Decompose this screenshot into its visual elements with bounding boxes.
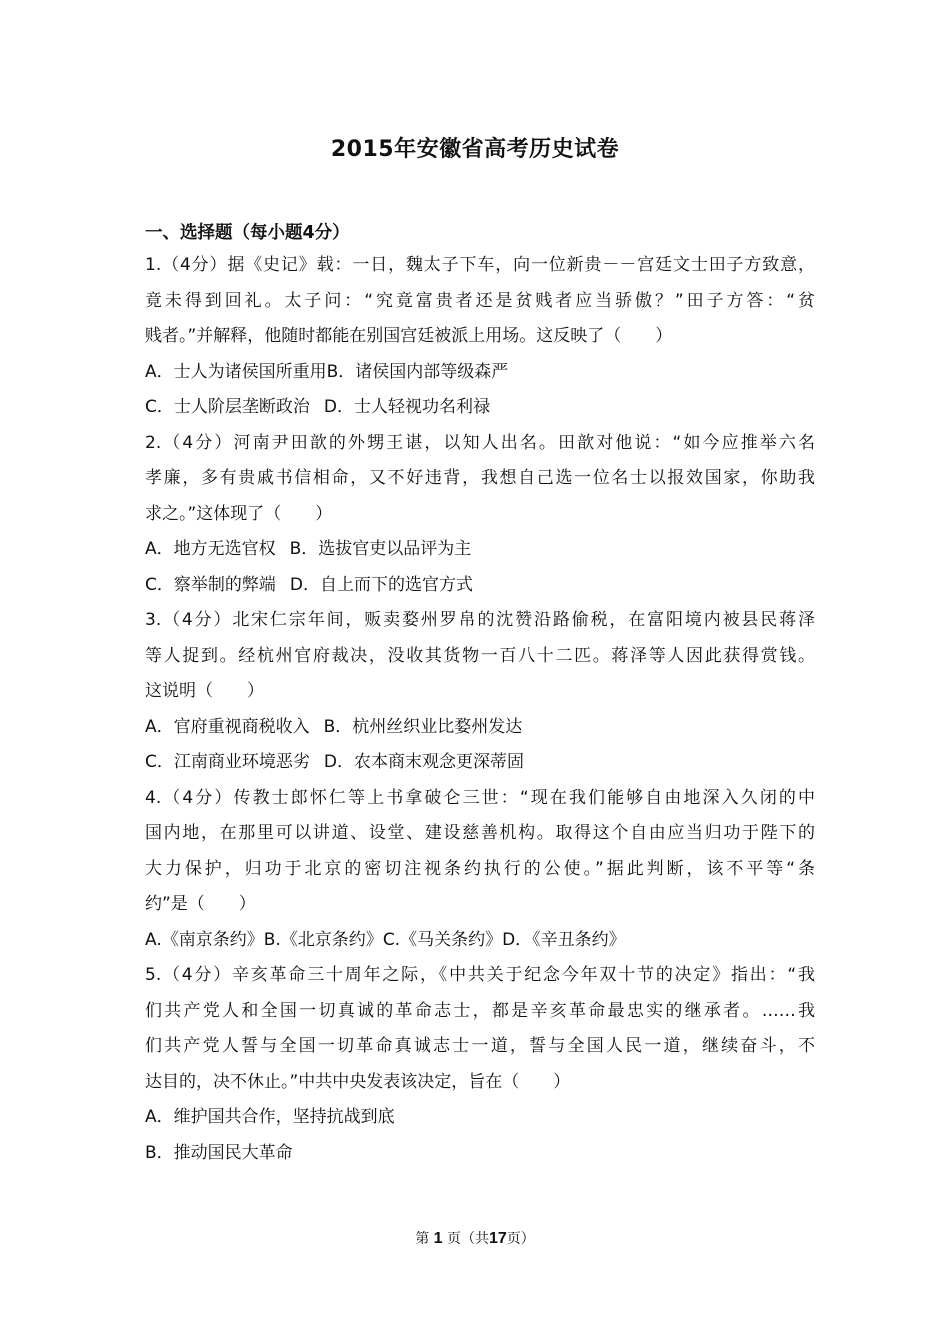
q2-options-row-2 <box>145 568 815 604</box>
q5-stem-line: 达目的，决不休止。”中共中央发表该决定，旨在（ ） <box>145 1071 571 1092</box>
q2-options-row-1 <box>145 532 815 568</box>
footer-prefix: 第 <box>415 1231 430 1247</box>
q1-option-b: B．诸侯国内部等级森严 <box>326 361 509 382</box>
q1-option-c: C．士人阶层垄断政治 <box>145 397 310 417</box>
q1-stem-line: 贱者。”并解释，他随时都能在别国宫廷被派上用场。这反映了（ ） <box>145 326 673 346</box>
q1-option-d: D．士人轻视功名利禄 <box>323 397 490 417</box>
q2-option-a: A．地方无选官权 <box>145 539 276 559</box>
total-pages-number: 17 <box>489 1230 507 1247</box>
q1-option-a: A．士人为诸侯国所重用 <box>145 361 327 382</box>
page-footer <box>0 1228 950 1248</box>
current-page-number: 1 <box>433 1230 443 1247</box>
q4-option-c: C.《马关条约》 <box>382 929 503 950</box>
q3-option-a: A．官府重视商税收入 <box>145 716 310 737</box>
q5-stem-line: 们共产党人誓与全国一切革命真诚志士一道，誓与全国人民一道，继续奋斗，不 <box>145 1036 815 1056</box>
footer-suffix: 页） <box>506 1231 535 1247</box>
q4-stem-line: 国内地，在那里可以讲道、设堂、建设慈善机构。取得这个自由应当归功于陛下的 <box>145 823 815 843</box>
page-title: 2015年安徽省高考历史试卷 <box>330 137 620 162</box>
q1-options-row-2 <box>145 390 815 426</box>
section-heading: 一、选择题（每小题4分） <box>145 223 350 243</box>
q4-options-row <box>145 923 815 959</box>
q2-option-b: B．选拔官吏以品评为主 <box>289 539 472 559</box>
q2-stem-line: 2.（4分）河南尹田歆的外甥王谌，以知人出名。田歆对他说：“如今应推举六名 <box>145 432 815 453</box>
q2-option-d: D．自上而下的选官方式 <box>289 574 473 595</box>
q1-options-row-1 <box>145 355 815 391</box>
q4-option-d: D．《辛丑条约》 <box>502 929 626 950</box>
q5-stem-line: 5.（4分）辛亥革命三十周年之际，《中共关于纪念今年双十节的决定》指出：“我 <box>145 965 815 985</box>
q3-options-row-1 <box>145 710 815 746</box>
q5-option-b: B．推动国民大革命 <box>145 1142 293 1163</box>
q4-stem-line: 4.（4分）传教士郎怀仁等上书拿破仑三世：“现在我们能够自由地深入久闭的中 <box>145 787 815 808</box>
q4-stem-line: 大力保护，归功于北京的密切注视条约执行的公使。”据此判断，该不平等“条 <box>145 858 815 879</box>
q3-stem-line: 3.（4分）北宋仁宗年间，贩卖婺州罗帛的沈赞沿路偷税，在富阳境内被县民蒋泽 <box>145 610 815 630</box>
q1-stem-line: 1.（4分）据《史记》载：一日，魏太子下车，向一位新贵－－宫廷文士田子方致意， <box>145 255 815 275</box>
q2-stem-line: 求之。”这体现了（ ） <box>145 503 333 524</box>
q4-option-a: A.《南京条约》 <box>145 929 264 950</box>
q3-stem-line: 等人捉到。经杭州官府裁决，没收其货物一百八十二匹。蒋泽等人因此获得赏钱。 <box>145 645 815 666</box>
q1-stem-line: 竟未得到回礼。太子问：“究竟富贵者还是贫贱者应当骄傲？”田子方答：“贫 <box>145 290 815 311</box>
q4-option-b: B.《北京条约》 <box>263 929 383 950</box>
q3-option-b: B．杭州丝织业比婺州发达 <box>323 716 523 737</box>
q5-option-a: A．维护国共合作，坚持抗战到底 <box>145 1107 395 1127</box>
q3-option-c: C．江南商业环境恶劣 <box>145 752 310 772</box>
q3-options-row-2 <box>145 745 815 781</box>
question-content <box>145 218 815 1171</box>
q3-option-d: D．农本商末观念更深蒂固 <box>323 752 524 772</box>
q5-stem-line: 们共产党人和全国一切真诚的革命志士，都是辛亥革命最忠实的继承者。……我 <box>145 1000 815 1021</box>
q2-option-c: C．察举制的弊端 <box>145 574 276 595</box>
q4-stem-line: 约”是（ ） <box>145 894 256 914</box>
q2-stem-line: 孝廉，多有贵戚书信相命，又不好违背，我想自己选一位名士以报效国家，你助我 <box>145 468 815 488</box>
footer-middle: 页（共 <box>447 1231 489 1247</box>
q3-stem-line: 这说明（ ） <box>145 681 264 701</box>
